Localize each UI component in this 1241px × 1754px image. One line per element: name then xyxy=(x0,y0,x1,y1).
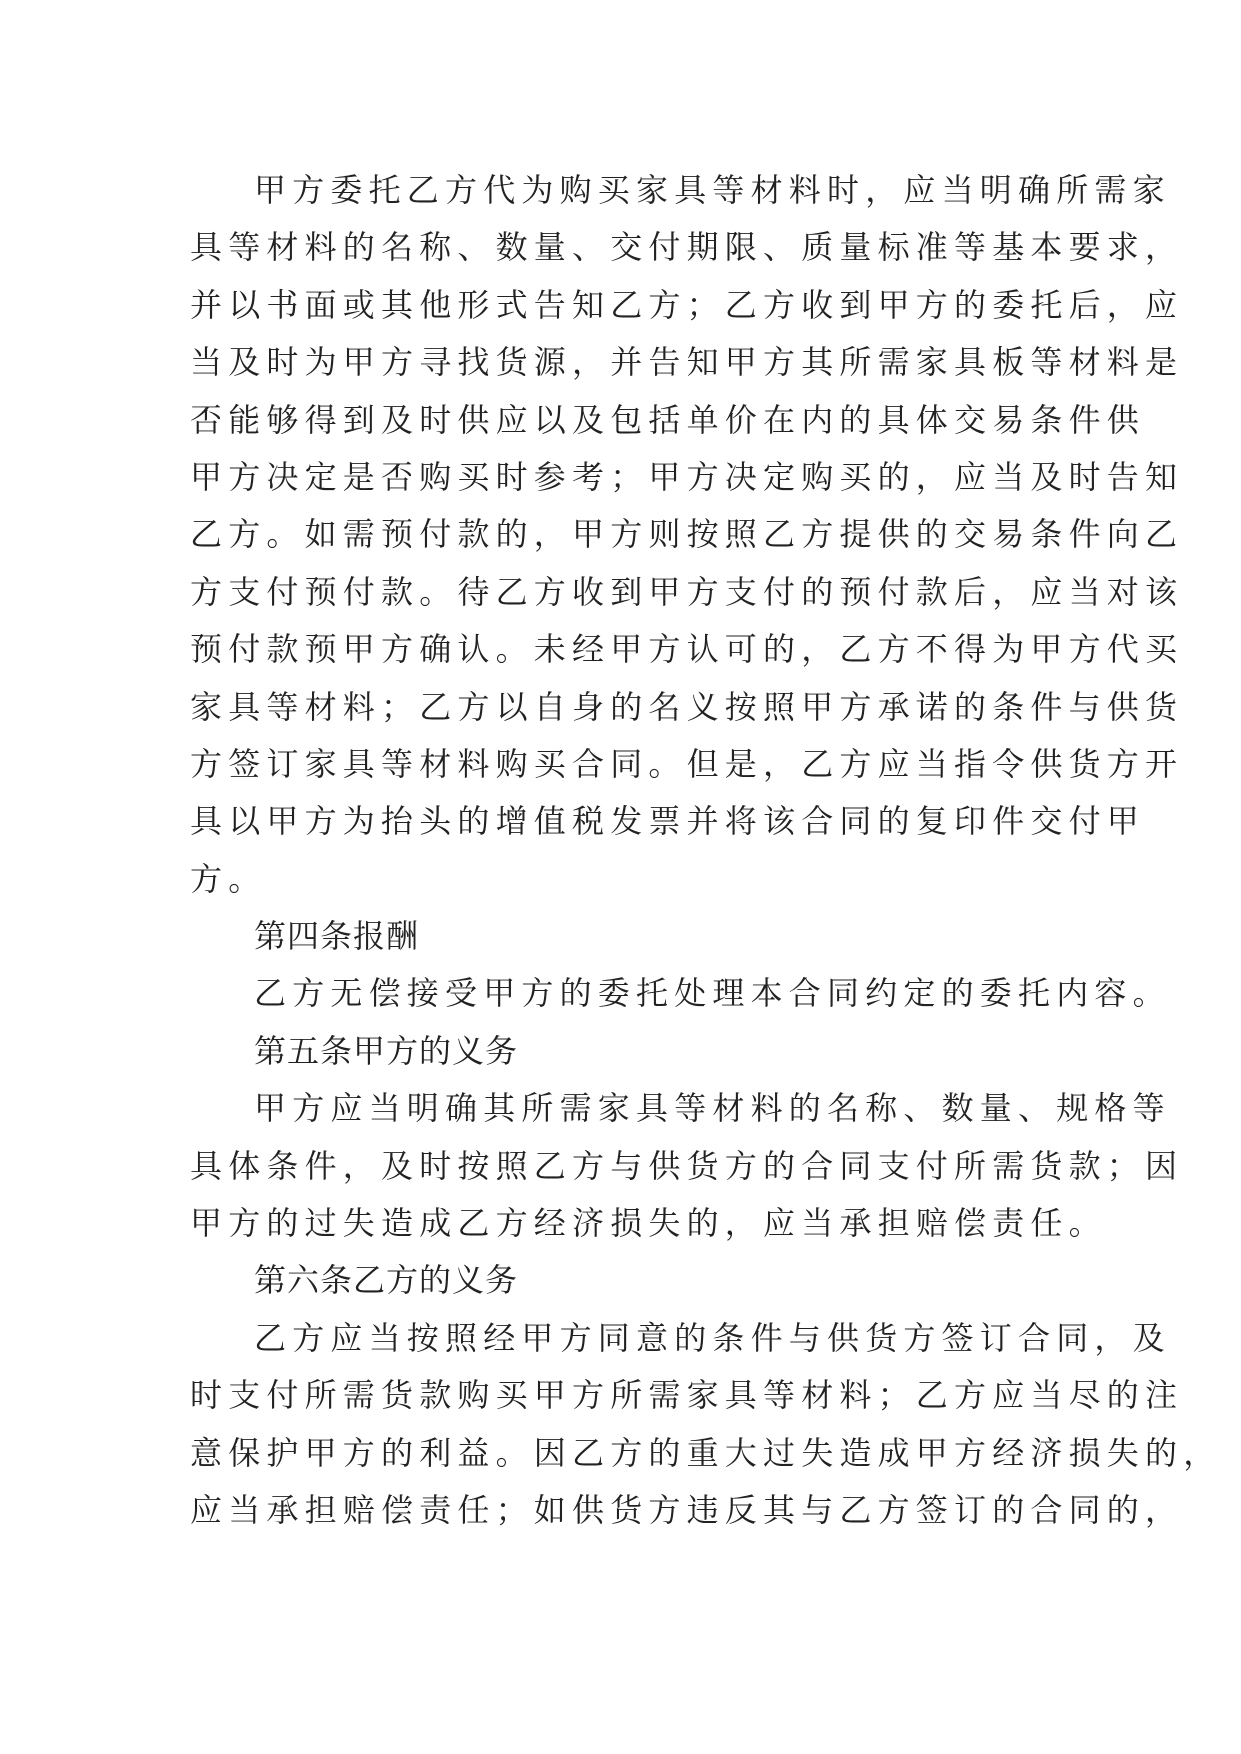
paragraph-line: 乙方无偿接受甲方的委托处理本合同约定的委托内容。 xyxy=(254,974,1171,1013)
article-heading: 第五条甲方的义务 xyxy=(254,1031,519,1070)
paragraph-line: 甲方委托乙方代为购买家具等材料时，应当明确所需家 xyxy=(254,171,1171,209)
paragraph-line: 家具等材料；乙方以自身的名义按照甲方承诺的条件与供货 xyxy=(190,687,1184,726)
paragraph-line: 甲方应当明确其所需家具等材料的名称、数量、规格等 xyxy=(254,1089,1171,1128)
paragraph-line: 甲方的过失造成乙方经济损失的，应当承担赔偿责任。 xyxy=(190,1204,1107,1243)
paragraph-line: 意保护甲方的利益。因乙方的重大过失造成甲方经济损失的， xyxy=(190,1433,1222,1472)
paragraph-line: 乙方。如需预付款的，甲方则按照乙方提供的交易条件向乙 xyxy=(190,515,1184,554)
paragraph-line: 具体条件，及时按照乙方与供货方的合同支付所需货款；因 xyxy=(190,1146,1184,1185)
paragraph-line: 方支付预付款。待乙方收到甲方支付的预付款后，应当对该 xyxy=(190,572,1184,611)
paragraph-line: 当及时为甲方寻找货源，并告知甲方其所需家具板等材料是 xyxy=(190,343,1184,382)
article-heading: 第四条报酬 xyxy=(254,917,420,956)
paragraph-line: 乙方应当按照经甲方同意的条件与供货方签订合同，及 xyxy=(254,1318,1171,1357)
paragraph-line: 方签订家具等材料购买合同。但是，乙方应当指令供货方开 xyxy=(190,744,1184,783)
document-body xyxy=(190,162,1222,1539)
paragraph-line: 应当承担赔偿责任；如供货方违反其与乙方签订的合同的， xyxy=(190,1490,1184,1529)
paragraph-line: 具以甲方为抬头的增值税发票并将该合同的复印件交付甲 xyxy=(190,802,1146,841)
paragraph-line: 时支付所需货款购买甲方所需家具等材料；乙方应当尽的注 xyxy=(190,1376,1184,1415)
article-heading: 第六条乙方的义务 xyxy=(254,1261,519,1300)
paragraph-line: 具等材料的名称、数量、交付期限、质量标准等基本要求， xyxy=(190,228,1184,267)
paragraph-line: 否能够得到及时供应以及包括单价在内的具体交易条件供 xyxy=(190,400,1146,439)
paragraph-line: 方。 xyxy=(190,859,267,898)
paragraph-line: 并以书面或其他形式告知乙方；乙方收到甲方的委托后，应 xyxy=(190,285,1184,324)
paragraph-line: 甲方决定是否购买时参考；甲方决定购买的，应当及时告知 xyxy=(190,457,1184,496)
paragraph-line: 预付款预甲方确认。未经甲方认可的，乙方不得为甲方代买 xyxy=(190,630,1184,669)
